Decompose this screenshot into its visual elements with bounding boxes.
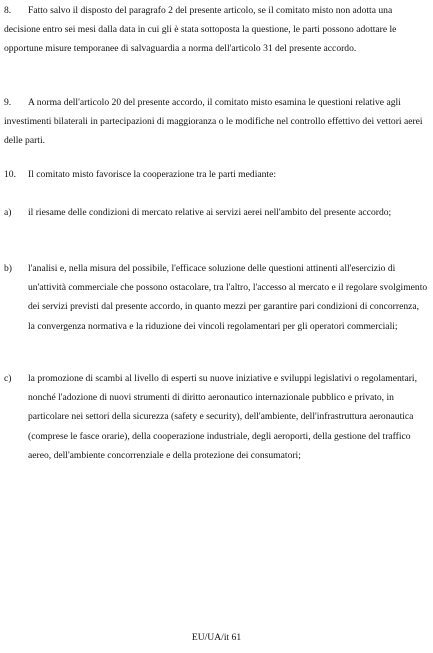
- paragraph-number: 9.: [4, 97, 12, 108]
- list-item-c: [4, 369, 428, 465]
- page-footer: EU/UA/it 61: [191, 632, 242, 643]
- list-item-b: [4, 259, 428, 336]
- paragraph-text: Il comitato misto favorisce la cooperazione tra le parti mediante:: [28, 169, 277, 180]
- paragraph-text: A norma dell'articolo 20 del presente accordo, il comitato misto esamina le questioni relative agli investimenti bilaterali in partecipazioni di maggioranza o le modifiche nel controllo effettivo dei vettori aerei delle parti.: [4, 97, 423, 147]
- item-text: la promozione di scambi al livello di esperti su nuove iniziative e sviluppi legislativi o regolamentari, nonché l'adozione di nuovi strumenti di diritto aeronautico internazionale pubblico e privato, in particolare nei settori della sicurezza (safety e security), dell'ambiente, dell'infrastruttura aeronautica (comprese le fasce orarie), della cooperazione industriale, degli aeroporti, della gestione del traffico aereo, dell'ambiente concorrenziale e della protezione dei consumatori;: [28, 373, 417, 461]
- paragraph-9: [4, 93, 428, 151]
- item-label: a): [4, 207, 12, 218]
- item-text: il riesame delle condizioni di mercato relative ai servizi aerei nell'ambito del presente accordo;: [28, 207, 392, 218]
- paragraph-number: 8.: [4, 5, 12, 16]
- item-label: b): [4, 263, 12, 274]
- item-label: c): [4, 373, 12, 384]
- paragraph-number: 10.: [4, 169, 16, 180]
- paragraph-text: Fatto salvo il disposto del paragrafo 2 del presente articolo, se il comitato misto non adotta una decisione entro sei mesi dalla data in cui gli è stata sottoposta la questione, le parti possono adottare le opportune misure temporanee di salvaguardia a norma dell'articolo 31 del presente accordo.: [4, 5, 397, 55]
- paragraph-8: [4, 1, 428, 59]
- item-text: l'analisi e, nella misura del possibile, l'efficace soluzione delle questioni attinenti all'esercizio di un'attività commerciale che possono ostacolare, tra l'altro, l'accesso al mercato e il regolare svolgimento dei servizi previsti dal presente accordo, in quanto mezzi per garantire pari condizioni di concorrenza, la convergenza normativa e la riduzione dei vincoli regolamentari per gli operatori commerciali;: [28, 263, 428, 332]
- paragraph-10: [4, 165, 428, 184]
- list-item-a: [4, 203, 428, 222]
